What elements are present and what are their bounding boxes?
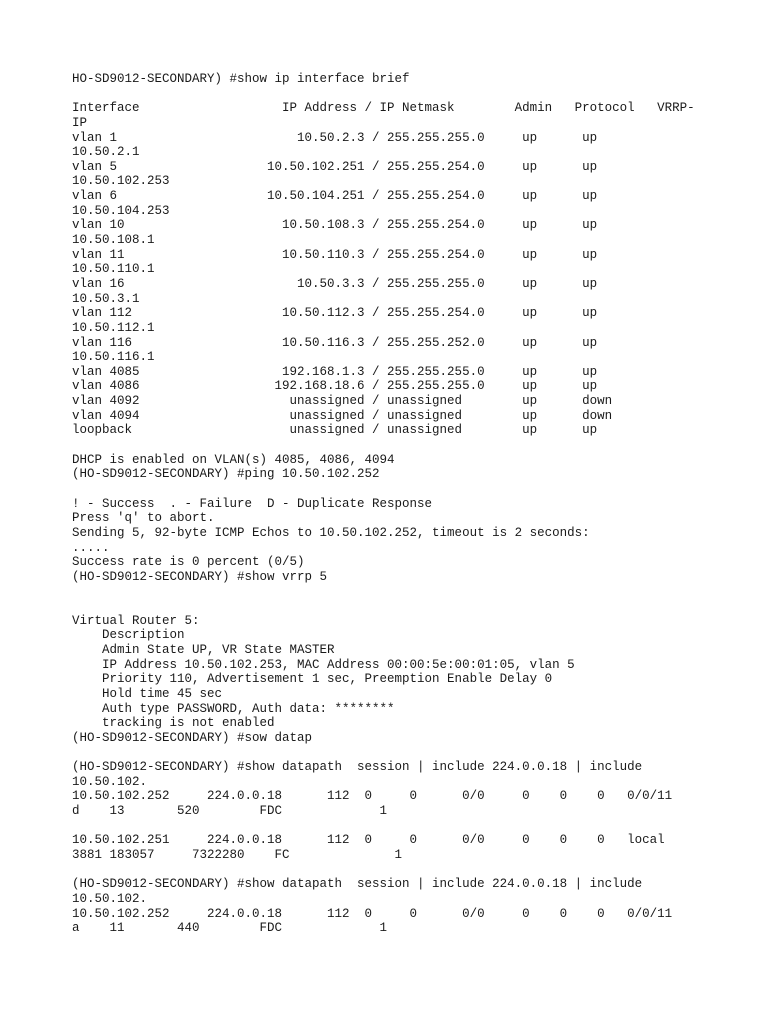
interface-row: loopback unassigned / unassigned up up xyxy=(72,423,598,438)
text-line: 10.50.116.1 xyxy=(72,350,155,365)
text-line: d 13 520 FDC 1 xyxy=(72,804,388,819)
interface-row: vlan 4092 unassigned / unassigned up down xyxy=(72,394,613,409)
text-line: Virtual Router 5: xyxy=(72,613,200,628)
command-line: (HO-SD9012-SECONDARY) #show datapath session | include 224.0.0.18 | include xyxy=(72,760,643,775)
text-line: ! - Success . - Failure D - Duplicate Response xyxy=(72,496,433,511)
text-line: a 11 440 FDC 1 xyxy=(72,921,388,936)
interface-row: vlan 16 10.50.3.3 / 255.255.255.0 up up xyxy=(72,276,598,291)
text-line: HO-SD9012-SECONDARY) #show ip interface brief xyxy=(72,72,410,86)
text-line: 10.50.2.1 xyxy=(72,145,140,160)
session-row: 10.50.102.251 224.0.0.18 112 0 0 0/0 0 0 0 local xyxy=(72,833,665,848)
text-line xyxy=(72,584,732,599)
text-line: Sending 5, 92-byte ICMP Echos to 10.50.102.252, timeout is 2 seconds: xyxy=(72,525,590,540)
text-line xyxy=(72,482,732,497)
interface-row: vlan 11 10.50.110.3 / 255.255.254.0 up up xyxy=(72,247,598,262)
text-line: Priority 110, Advertisement 1 sec, Preemption Enable Delay 0 xyxy=(72,672,553,687)
cli-transcript xyxy=(72,72,732,936)
table-header-line: Interface IP Address / IP Netmask Admin Protocol VRRP- xyxy=(72,101,695,116)
command-line: (HO-SD9012-SECONDARY) #show datapath session | include 224.0.0.18 | include xyxy=(72,877,643,892)
interface-row: vlan 6 10.50.104.251 / 255.255.254.0 up up xyxy=(72,189,598,204)
text-line: Description xyxy=(72,628,185,643)
text-line: 10.50.112.1 xyxy=(72,320,155,335)
text-line: 10.50.108.1 xyxy=(72,233,155,248)
interface-row: vlan 10 10.50.108.3 / 255.255.254.0 up up xyxy=(72,218,598,233)
text-line: 10.50.3.1 xyxy=(72,291,140,306)
text-line xyxy=(72,599,732,614)
text-line: tracking is not enabled xyxy=(72,716,275,731)
text-line: Auth type PASSWORD, Auth data: ******** xyxy=(72,701,395,716)
text-line: 10.50.104.253 xyxy=(72,203,170,218)
interface-row: vlan 4094 unassigned / unassigned up down xyxy=(72,408,613,423)
text-line xyxy=(72,438,732,453)
text-line: 10.50.102.253 xyxy=(72,174,170,189)
text-line: 10.50.102. xyxy=(72,774,148,789)
interface-row: vlan 116 10.50.116.3 / 255.255.252.0 up up xyxy=(72,335,598,350)
interface-row: vlan 4086 192.168.18.6 / 255.255.255.0 up up xyxy=(72,379,598,394)
text-line: IP xyxy=(72,115,88,130)
session-row: 10.50.102.252 224.0.0.18 112 0 0 0/0 0 0 0 0/0/11 xyxy=(72,789,673,804)
session-row: 10.50.102.252 224.0.0.18 112 0 0 0/0 0 0 0 0/0/11 xyxy=(72,906,673,921)
interface-row: vlan 112 10.50.112.3 / 255.255.254.0 up up xyxy=(72,306,598,321)
text-line: Press 'q' to abort. xyxy=(72,511,215,526)
text-line: 10.50.110.1 xyxy=(72,262,155,277)
text-line xyxy=(72,87,732,102)
text-line xyxy=(72,819,732,834)
interface-row: vlan 4085 192.168.1.3 / 255.255.255.0 up up xyxy=(72,364,598,379)
text-line: 10.50.102. xyxy=(72,891,148,906)
text-line: Success rate is 0 percent (0/5) xyxy=(72,555,305,570)
text-line: 3881 183057 7322280 FC 1 xyxy=(72,847,403,862)
interface-row: vlan 1 10.50.2.3 / 255.255.255.0 up up xyxy=(72,130,598,145)
text-line: Hold time 45 sec xyxy=(72,686,223,701)
text-line: DHCP is enabled on VLAN(s) 4085, 4086, 4094 xyxy=(72,452,395,467)
command-line: (HO-SD9012-SECONDARY) #show vrrp 5 xyxy=(72,569,328,584)
interface-row: vlan 5 10.50.102.251 / 255.255.254.0 up up xyxy=(72,159,598,174)
text-line: ..... xyxy=(72,540,110,555)
text-line xyxy=(72,863,732,878)
text-line xyxy=(72,745,732,760)
command-line: (HO-SD9012-SECONDARY) #sow datap xyxy=(72,730,313,745)
text-line: IP Address 10.50.102.253, MAC Address 00:00:5e:00:01:05, vlan 5 xyxy=(72,657,575,672)
text-line: Admin State UP, VR State MASTER xyxy=(72,642,335,657)
command-line: (HO-SD9012-SECONDARY) #ping 10.50.102.252 xyxy=(72,467,380,482)
